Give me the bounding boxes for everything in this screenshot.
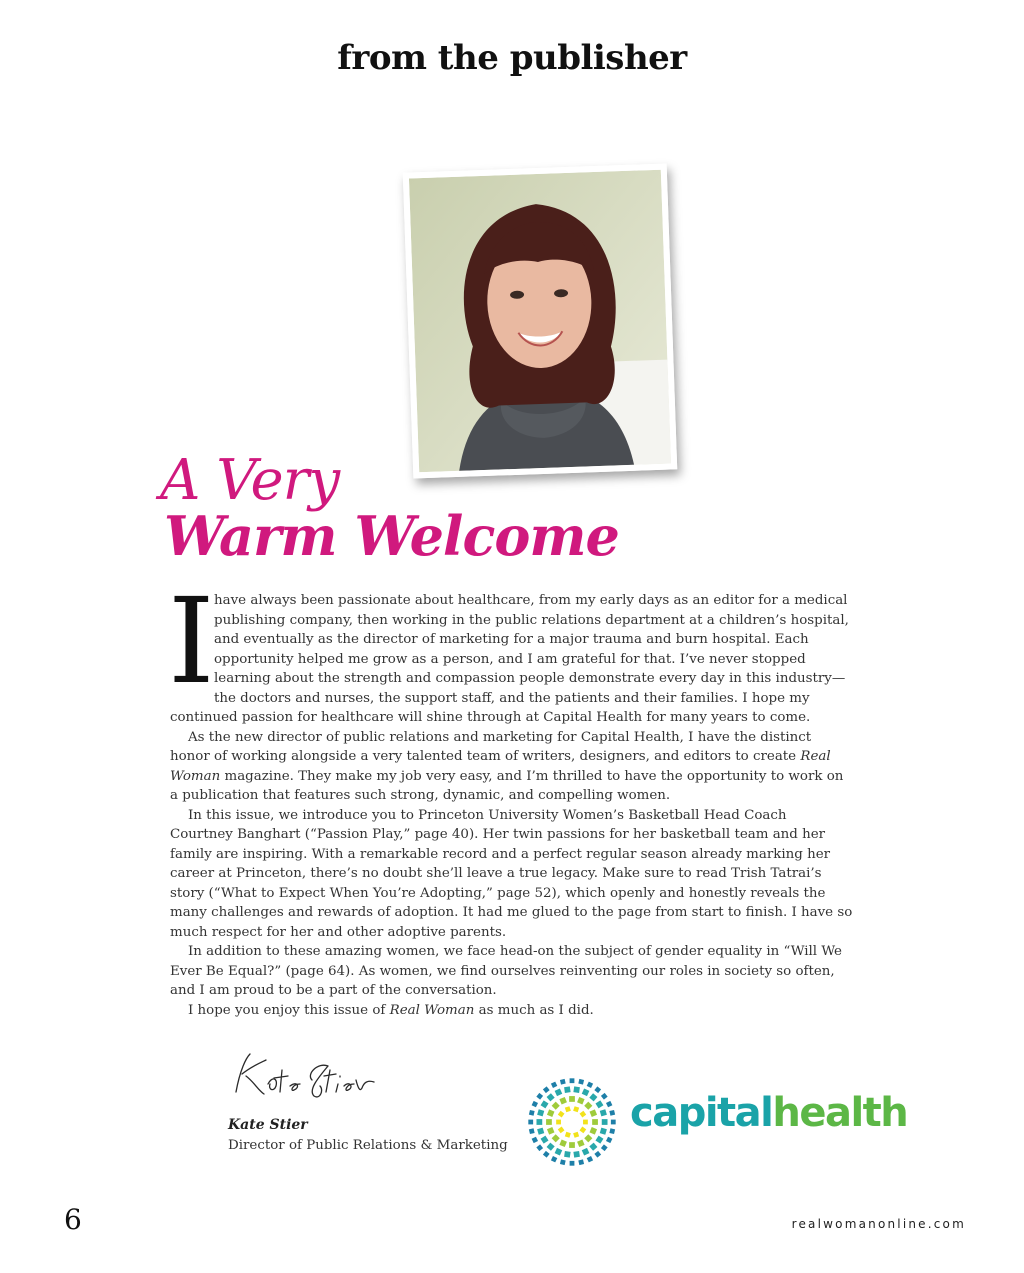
logo-burst-dot (529, 1110, 535, 1116)
logo-burst-dot (547, 1143, 555, 1151)
article-paragraph-5: I hope you enjoy this issue of Real Woman as much as I did. (188, 1002, 594, 1018)
logo-burst-dot (528, 1120, 533, 1125)
headline-line-2: Warm Welcome (164, 504, 619, 568)
logo-burst-dot (601, 1093, 608, 1100)
logo-burst-dot (565, 1106, 571, 1112)
logo-burst-dot (558, 1127, 565, 1134)
logo-burst-dot (580, 1111, 587, 1118)
headline-line-1: A Very (160, 448, 340, 513)
logo-burst-dot (547, 1127, 555, 1135)
logo-burst-dot (578, 1079, 584, 1085)
logo-burst-dot (543, 1086, 550, 1093)
logo-burst-dot (537, 1128, 544, 1135)
logo-burst-dot (552, 1134, 560, 1142)
logo-burst-dot (529, 1128, 535, 1134)
drop-cap: I (168, 572, 215, 710)
logo-burst-dot (595, 1100, 603, 1108)
logo-burst-dot (580, 1127, 587, 1134)
logo-burst-dot (590, 1109, 598, 1117)
logo-burst-dot (594, 1086, 601, 1093)
logo-burst-dot (573, 1151, 580, 1158)
logo-burst-dot (556, 1120, 561, 1125)
logo-burst-dot (536, 1144, 543, 1151)
logo-burst-dot (547, 1109, 555, 1117)
logo-burst-dot (532, 1137, 538, 1143)
site-url: realwomanonline.com (791, 1217, 966, 1231)
logo-burst-dot (536, 1119, 542, 1125)
logo-burst-dot (594, 1151, 601, 1158)
article-paragraph-4: In addition to these amazing women, we face head-on the subject of gender equality in “Will We Ever Be Equal?” (page 64). As women, we find ourselves reinventing our roles in society so often, and I am proud to be a part of the conversation. (170, 944, 842, 998)
logo-burst-dot (584, 1102, 592, 1110)
logo-burst-dot (565, 1132, 571, 1138)
logo-burst-dot (559, 1097, 567, 1105)
page-number: 6 (64, 1203, 82, 1236)
logo-burst-dot (570, 1161, 575, 1166)
logo-burst-dot (592, 1119, 598, 1125)
logo-burst-dot (573, 1132, 579, 1138)
section-header: from the publisher (337, 38, 687, 78)
logo-burst-dot (552, 1102, 560, 1110)
logo-burst-dot (570, 1078, 575, 1083)
logo-burst-dot (541, 1100, 549, 1108)
paragraph-text: have always been passionate about healthcare, from my early days as an editor for a medical publishing company, then working in the public relations department at a children’s hospital, and eventually as the director of marketing for a major trauma and burn hospital. Each opportunity helped me grow as a person, and I am grateful for that. I’ve never stopped learning about the strength and compassion people demonstrate every day in this industry—the doctors and nurses, the support staff, and the patients and their families. I hope my continued passion for healthcare will shine through at Capital Health for many years to come. (170, 593, 849, 725)
logo-burst-dot (584, 1134, 592, 1142)
logo-burst-dot (595, 1136, 603, 1144)
logo-burst-dot (582, 1088, 590, 1096)
handwritten-signature (228, 1040, 398, 1110)
logo-burst-dot (600, 1109, 607, 1116)
signer-title: Director of Public Relations & Marketing (228, 1138, 508, 1153)
logo-burst-dot (532, 1101, 538, 1107)
logo-burst-dot (578, 1159, 584, 1165)
logo-text-capital: capital (630, 1090, 773, 1136)
logo-burst-dot (559, 1140, 567, 1148)
logo-burst-dot (564, 1086, 571, 1093)
logo-burst-dot (555, 1148, 563, 1156)
article-paragraph-3: In this issue, we introduce you to Princeton University Women’s Basketball Head Coach Courtney Banghart (“Passion Play,” page 40). Her twin passions for her basketball team and her family are inspiring. With a remarkable record and a perfect regular season already marking her career at Princeton, there’s no doubt she’ll leave a true legacy. Make sure to read Trish Tatrai’s story (“What to Expect When You’re Adopting,” page 52), which openly and honestly reveals the many challenges and rewards of adoption. It had me glued to the page from start to finish. I have so much respect for her and other adoptive parents. (170, 807, 853, 940)
logo-burst-dot (589, 1093, 597, 1101)
signer-name: Kate Stier (228, 1117, 308, 1133)
logo-burst-dot (569, 1142, 575, 1148)
logo-burst-dot (587, 1156, 593, 1162)
logo-burst-dot (583, 1120, 588, 1125)
logo-burst-dot (543, 1151, 550, 1158)
logo-burst-dot (606, 1101, 612, 1107)
logo-burst-dot (546, 1119, 552, 1125)
logo-burst-dot (560, 1159, 566, 1165)
logo-burst-dot (558, 1111, 565, 1118)
capital-health-logo (630, 1090, 907, 1136)
logo-burst-dot (582, 1148, 590, 1156)
logo-burst-dot (600, 1128, 607, 1135)
logo-burst-dot (537, 1109, 544, 1116)
logo-burst-dot (555, 1088, 563, 1096)
logo-burst-dot (551, 1082, 557, 1088)
logo-burst-dot (564, 1151, 571, 1158)
logo-burst-dot (551, 1156, 557, 1162)
logo-burst-dot (577, 1097, 585, 1105)
article-paragraph-2: As the new director of public relations and marketing for Capital Health, I have the distinct honor of working alongside a very talented team of writers, designers, and editors to create Real Woman magazine. They make my job very easy, and I’m thrilled to have the opportunity to work on a publication that features such strong, dynamic, and compelling women. (170, 729, 844, 803)
logo-burst-dot (573, 1086, 580, 1093)
logo-burst-dot (587, 1082, 593, 1088)
article-paragraph-1 (168, 572, 853, 728)
logo-burst-dot (609, 1110, 615, 1116)
logo-burst-dot (569, 1096, 575, 1102)
logo-burst-dot (560, 1079, 566, 1085)
logo-burst-dot (577, 1140, 585, 1148)
article-body (168, 572, 853, 1020)
logo-burst-dot (590, 1127, 598, 1135)
logo-burst-dot (573, 1106, 579, 1112)
logo-burst-dot (606, 1137, 612, 1143)
logo-burst-dot (611, 1120, 616, 1125)
logo-burst-dot (609, 1128, 615, 1134)
logo-burst-dot (536, 1093, 543, 1100)
logo-burst-dot (602, 1119, 608, 1125)
logo-text-health: health (772, 1090, 908, 1136)
logo-burst-dot (547, 1093, 555, 1101)
capital-health-logo-mark-icon (524, 1074, 620, 1170)
logo-burst-dot (541, 1136, 549, 1144)
logo-burst-dot (601, 1144, 608, 1151)
logo-burst-dot (589, 1143, 597, 1151)
publisher-photo (403, 163, 678, 478)
